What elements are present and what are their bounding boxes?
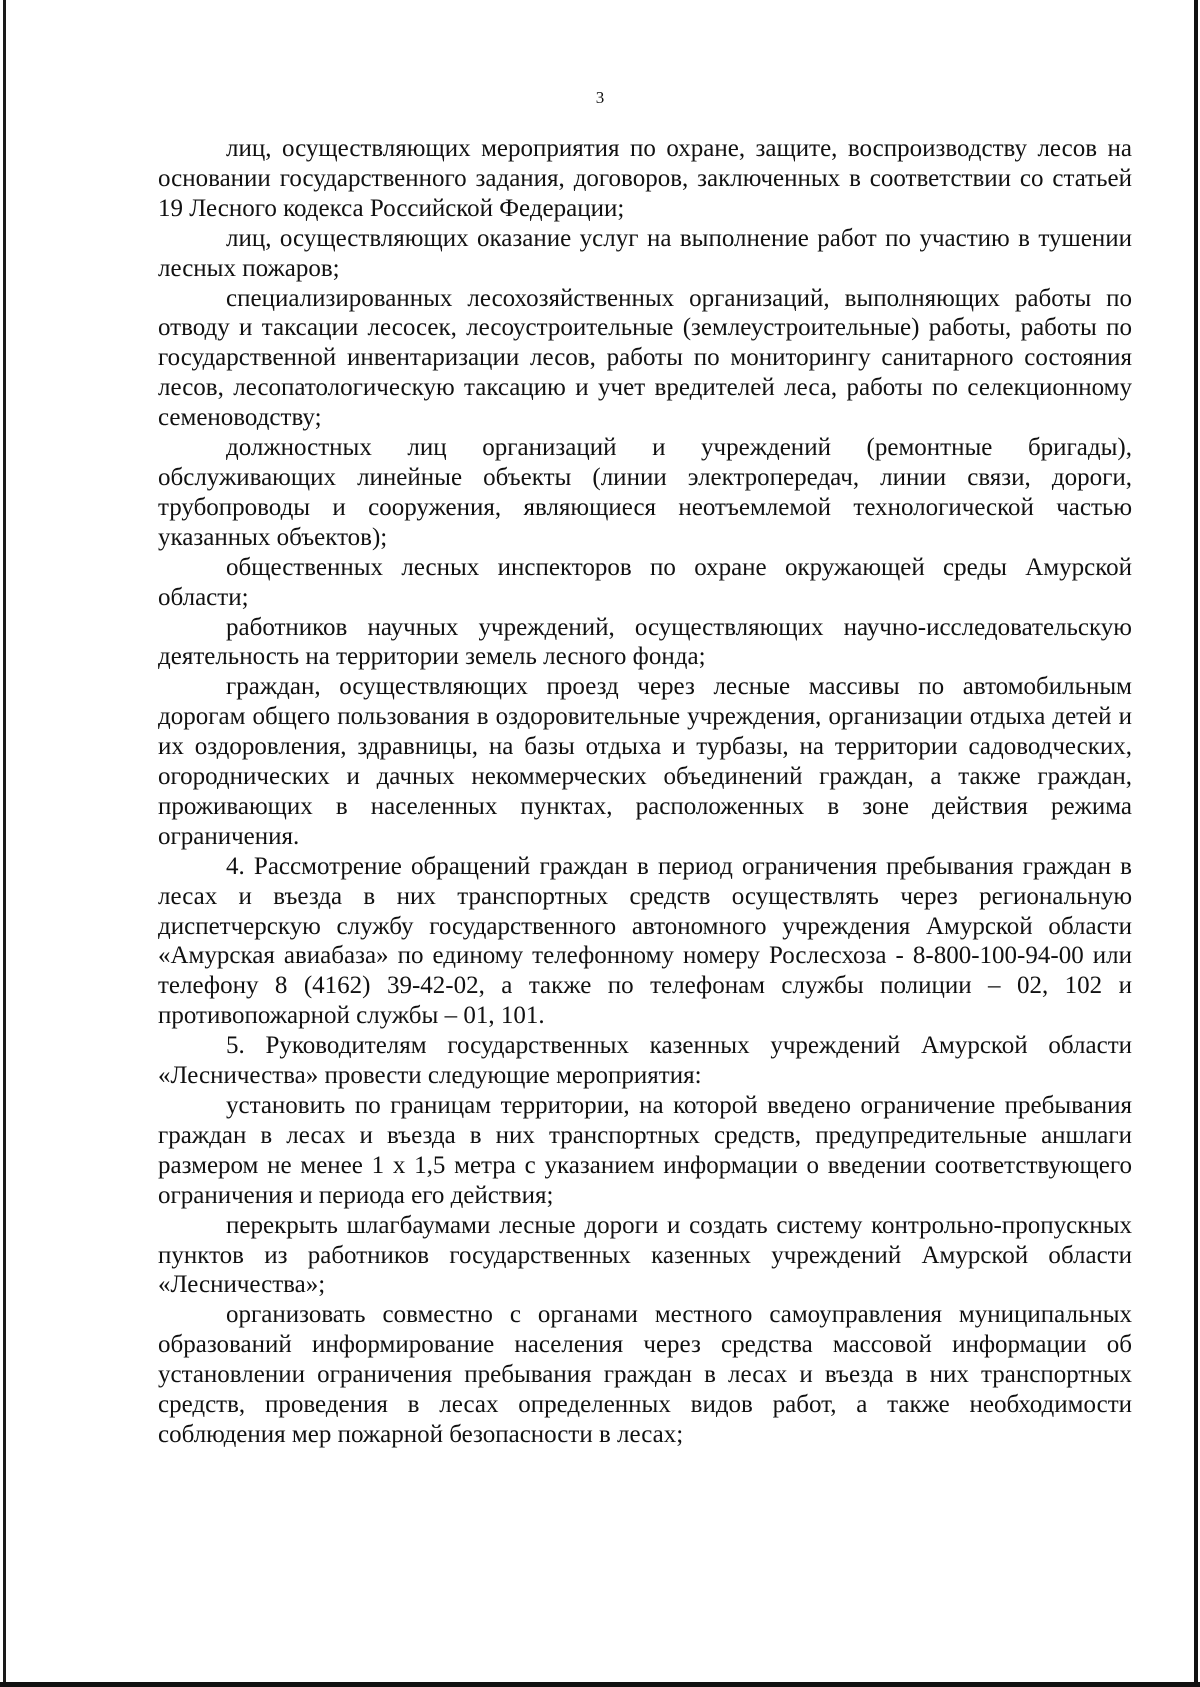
paragraph-warning-signs: установить по границам территории, на которой введено ограничение пребывания граждан в лесах и въезда в них транспортных средств, предупредительные аншлаги размером не менее 1 х 1,5 метра с указанием информации о введении соответствующего ограничения и периода его действия; (158, 1092, 1132, 1209)
paragraph-item-4-appeals: 4. Рассмотрение обращений граждан в период ограничения пребывания граждан в лесах и въезда в них транспортных средств осуществлять через региональную диспетчерскую службу государственного автономного учреждения Амурской области «Амурская авиабаза» по единому телефонному номеру Рослесхоза - 8-800-100-94-00 или телефону 8 (4162) 39-42-02, а также по телефонам службы полиции – 02, 102 и противопожарной службы – 01, 101. (158, 852, 1132, 1030)
paragraph-specialized-organizations: специализированных лесохозяйственных организаций, выполняющих работы по отводу и таксации лесосек, лесоустроительные (землеустроительные) работы, работы по государственной инвентаризации лесов, работы по мониторингу санитарного состояния лесов, лесопатологическую таксацию и учет вредителей леса, работы по селекционному семеноводству; (158, 284, 1132, 432)
document-body (158, 134, 1132, 1450)
paragraph-item-5-directors: 5. Руководителям государственных казенных учреждений Амурской области «Лесничества» провести следующие мероприятия: (158, 1032, 1132, 1090)
paragraph-public-inspectors: общественных лесных инспекторов по охране окружающей среды Амурской области; (158, 553, 1132, 611)
paragraph-firefighting-services: лиц, осуществляющих оказание услуг на выполнение работ по участию в тушении лесных пожаров; (158, 224, 1132, 282)
scan-edge-bottom (0, 1682, 1200, 1687)
paragraph-citizens-travel: граждан, осуществляющих проезд через лесные массивы по автомобильным дорогам общего пользования в оздоровительные учреждения, организации отдыха детей и их оздоровления, здравницы, на базы отдыха и турбазы, на территории садоводческих, огороднических и дачных некоммерческих объединений граждан, а также граждан, проживающих в населенных пунктах, расположенных в зоне действия режима ограничения. (158, 673, 1132, 850)
page-number: 3 (595, 88, 605, 107)
paragraph-barriers-checkpoints: перекрыть шлагбаумами лесные дороги и создать систему контрольно-пропускных пунктов из работников государственных казенных учреждений Амурской области «Лесничества»; (158, 1211, 1132, 1299)
paragraph-scientific-workers: работников научных учреждений, осуществляющих научно-исследовательскую деятельность на территории земель лесного фонда; (158, 613, 1132, 671)
scan-edge-right (1194, 0, 1198, 1687)
paragraph-forest-protection-persons: лиц, осуществляющих мероприятия по охране, защите, воспроизводству лесов на основании государственного задания, договоров, заключенных в соответствии со статьей 19 Лесного кодекса Российской Федерации; (158, 135, 1132, 222)
paragraph-public-information: организовать совместно с органами местного самоуправления муниципальных образований информирование населения через средства массовой информации об установлении ограничения пребывания граждан в лесах и въезда в них транспортных средств, проведения в лесах определенных видов работ, а также необходимости соблюдения мер пожарной безопасности в лесах; (158, 1301, 1132, 1448)
scan-edge-left (3, 0, 6, 1687)
paragraph-officials-linear-objects: должностных лиц организаций и учреждений (ремонтные бригады), обслуживающих линейные объекты (линии электропередач, линии связи, дороги, трубопроводы и сооружения, являющиеся неотъемлемой технологической частью указанных объектов); (158, 434, 1132, 551)
